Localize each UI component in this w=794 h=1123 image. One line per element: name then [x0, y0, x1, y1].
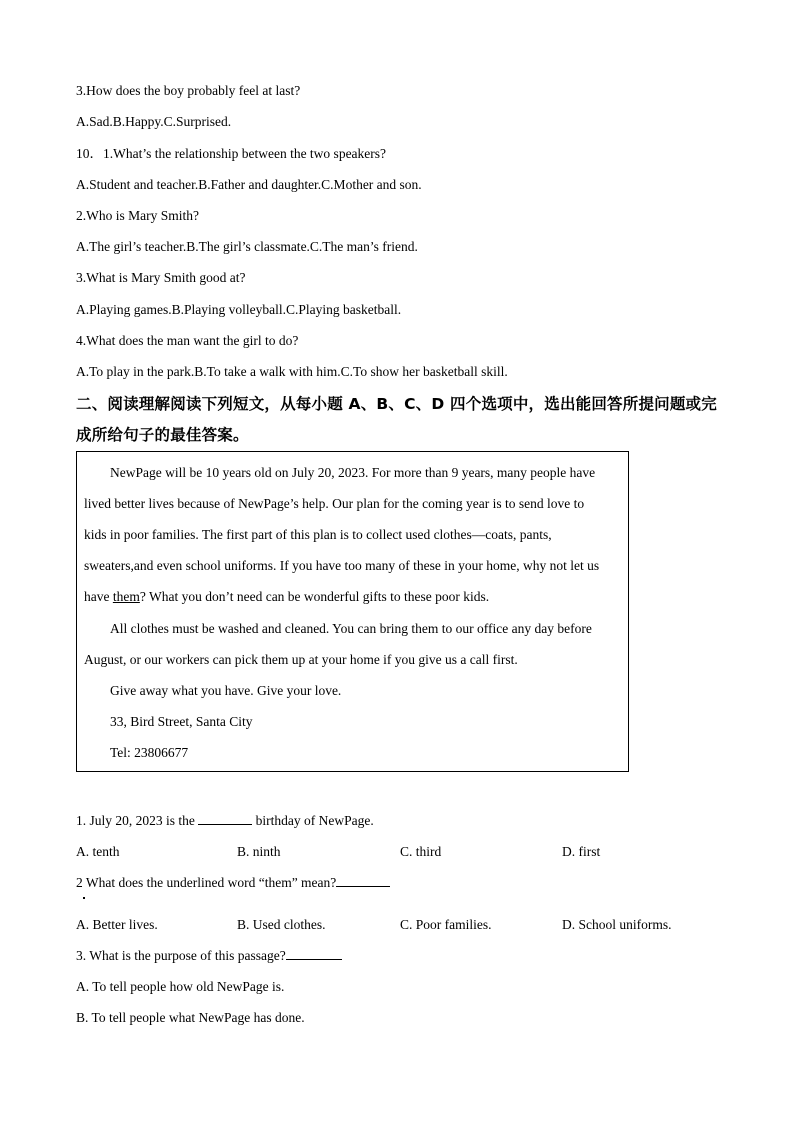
answer-blank	[336, 874, 390, 887]
stray-dot	[83, 897, 85, 899]
passage-phone: Tel: 23806677	[110, 745, 189, 760]
section-title-line2: 成所给句子的最佳答案。	[76, 426, 249, 444]
q1-option-b: B. ninth	[237, 844, 281, 859]
q1-option-a: A. tenth	[76, 844, 120, 859]
question-9-3-options: A.Sad.B.Happy.C.Surprised.	[76, 114, 232, 129]
q2-option-d: D. School uniforms.	[562, 917, 672, 932]
passage-address: 33, Bird Street, Santa City	[110, 714, 253, 729]
passage-line: August, or our workers can pick them up at your home if you give us a call first.	[84, 652, 518, 667]
question-10-1: 10．1.What’s the relationship between the two speakers?	[76, 146, 387, 161]
q2-option-b: B. Used clothes.	[237, 917, 326, 932]
q2-option-a: A. Better lives.	[76, 917, 158, 932]
passage-line: All clothes must be washed and cleaned. You can bring them to our office any day before	[110, 621, 592, 636]
question-1-text: 1. July 20, 2023 is the	[76, 813, 199, 828]
section-title-line1: 二、阅读理解阅读下列短文，从每小题 A、B、C、D 四个选项中，选出能回答所提问题或完	[76, 395, 717, 413]
question-10-4-options: A.To play in the park.B.To take a walk with him.C.To show her basketball skill.	[76, 364, 508, 379]
q3-option-b: B. To tell people what NewPage has done.	[76, 1010, 305, 1025]
question-10-1-options: A.Student and teacher.B.Father and daughter.C.Mother and son.	[76, 177, 422, 192]
passage-text: ? What you don’t need can be wonderful gifts to these poor kids.	[139, 589, 490, 604]
passage-line-with-underline	[84, 588, 489, 606]
passage-text: have	[84, 589, 113, 604]
passage-line: kids in poor families. The first part of this plan is to collect used clothes—coats, pants,	[84, 527, 552, 542]
question-10-2: 2.Who is Mary Smith?	[76, 208, 199, 223]
question-9-3: 3.How does the boy probably feel at last?	[76, 83, 301, 98]
q3-option-a: A. To tell people how old NewPage is.	[76, 979, 285, 994]
passage-line: Give away what you have. Give your love.	[110, 683, 342, 698]
question-2	[76, 874, 390, 892]
q1-option-d: D. first	[562, 844, 601, 859]
question-2-text: 2 What does the underlined word “them” mean?	[76, 875, 337, 890]
q2-option-c: C. Poor families.	[400, 917, 492, 932]
answer-blank	[198, 812, 252, 825]
passage-line: NewPage will be 10 years old on July 20, 2023. For more than 9 years, many people have	[110, 465, 596, 480]
question-1	[76, 812, 374, 830]
passage-line: sweaters,and even school uniforms. If you have too many of these in your home, why not let us	[84, 558, 600, 573]
passage-line: lived better lives because of NewPage’s help. Our plan for the coming year is to send love to	[84, 496, 585, 511]
q1-option-c: C. third	[400, 844, 442, 859]
question-3-text: 3. What is the purpose of this passage?	[76, 948, 286, 963]
question-1-text-end: birthday of NewPage.	[252, 813, 374, 828]
underlined-word-them: them	[112, 589, 140, 604]
question-3	[76, 947, 342, 965]
answer-blank	[286, 947, 342, 960]
question-10-3: 3.What is Mary Smith good at?	[76, 270, 246, 285]
reading-passage-box	[76, 451, 629, 772]
question-10-4: 4.What does the man want the girl to do?	[76, 333, 299, 348]
question-10-2-options: A.The girl’s teacher.B.The girl’s classmate.C.The man’s friend.	[76, 239, 418, 254]
question-10-3-options: A.Playing games.B.Playing volleyball.C.Playing basketball.	[76, 302, 402, 317]
